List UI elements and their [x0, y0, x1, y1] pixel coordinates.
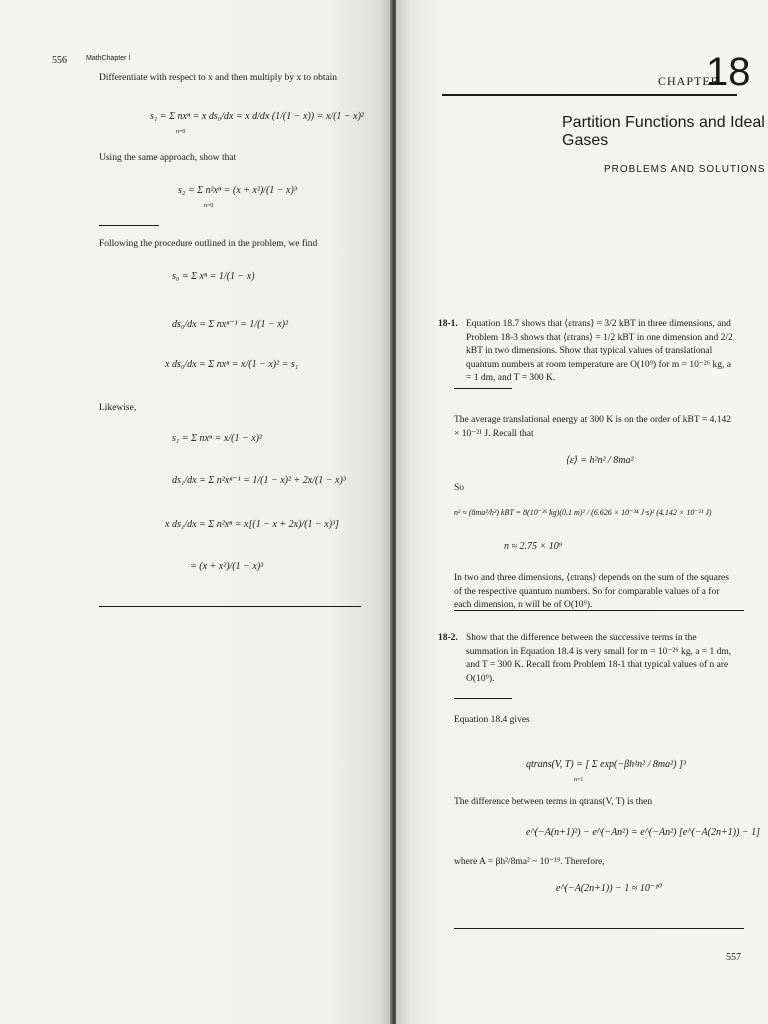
approach-text: Using the same approach, show that: [99, 153, 237, 163]
equation-ds0-dx: ds₀/dx = Σ nxⁿ⁻¹ = 1/(1 − x)²: [172, 319, 289, 330]
equation-s1-derivative: s₁ = Σ nxⁿ = x ds₀/dx = x d/dx (1/(1 − x)) = x/(1 − x)²: [150, 111, 364, 122]
equation-partition-function: qtrans(V, T) = [ Σ exp(−βh²n² / 8ma²) ]³: [526, 759, 686, 770]
section-title: PROBLEMS AND SOLUTIONS: [604, 164, 766, 175]
solution-text: Equation 18.4 gives: [454, 715, 530, 725]
solution-text: where A = βh²/8ma² ~ 10⁻¹⁹. Therefore,: [454, 857, 605, 867]
solution-so: So: [454, 483, 465, 493]
procedure-text: Following the procedure outlined in the problem, we find: [99, 239, 318, 249]
problem-divider: [454, 610, 744, 611]
equation-ds1-dx: ds₁/dx = Σ n²xⁿ⁻¹ = 1/(1 − x)² + 2x/(1 − x)³: [172, 475, 346, 486]
running-head: MathChapter I: [86, 55, 131, 62]
right-page-number: 557: [726, 952, 741, 963]
equation-s0: s₀ = Σ xⁿ = 1/(1 − x): [172, 271, 255, 282]
sum-limit: n=0: [204, 203, 214, 209]
divider: [454, 698, 512, 699]
chapter-number: 18: [706, 50, 751, 94]
sum-limit: n=1: [574, 777, 584, 783]
equation-result: e^(−A(2n+1)) − 1 ≈ 10⁻¹⁰: [556, 883, 663, 894]
left-page-number: 556: [52, 55, 67, 66]
solution-text: The average translational energy at 300 K is on the order of kBT = 4.142 × 10⁻²¹ J. Recall that: [454, 415, 731, 439]
right-page: [396, 0, 768, 1024]
divider: [99, 225, 159, 226]
intro-text: Differentiate with respect to x and then multiply by x to obtain: [99, 73, 338, 83]
solution-text: The difference between terms in qtrans(V, T) is then: [454, 797, 653, 807]
problem-label: 18-2.: [438, 633, 458, 643]
equation-x-ds0-dx: x ds₀/dx = Σ nxⁿ = x/(1 − x)² = s₁: [165, 359, 299, 370]
equation-energy: ⟨ε⟩ = h²n² / 8ma²: [566, 455, 634, 466]
equation-term-difference: e^(−A(n+1)²) − e^(−An²) = e^(−An²) [e^(−A(2n+1)) − 1]: [526, 827, 761, 838]
chapter-rule: [442, 94, 737, 96]
problem-text: Show that the difference between the successive terms in the summation in Equation 18.4 is very small for m = 10⁻²⁶ kg, a = 1 dm, and T = 300 K. Recall from Problem 18-1 that typical values of n are O(10⁹).: [466, 633, 732, 684]
problem-label: 18-1.: [438, 319, 458, 329]
sum-limit: n=0: [176, 129, 186, 135]
likewise-text: Likewise,: [99, 403, 137, 413]
bottom-rule: [99, 606, 361, 607]
equation-x-ds1-dx: x ds₁/dx = Σ n²xⁿ = x[(1 − x + 2x)/(1 − x)³]: [165, 519, 339, 530]
equation-s2-result: s₂ = Σ n²xⁿ = (x + x²)/(1 − x)³: [178, 185, 297, 196]
bottom-rule: [454, 928, 744, 929]
chapter-title: Partition Functions and Ideal Gases: [562, 114, 765, 149]
divider: [454, 388, 512, 389]
chapter-label: CHAPTER: [658, 74, 720, 88]
equation-n-result: n ≈ 2.75 × 10⁹: [504, 541, 563, 552]
problem-text: Equation 18.7 shows that ⟨εtrans⟩ = 3/2 kBT in three dimensions, and Problem 18-3 shows that ⟨εtrans⟩ = 1/2 kBT in one dimension and 2/2 kBT in two dimensions. Show that typical values of translational quantum numbers at room temperature are O(10⁹) for m = 10⁻²⁶ kg, a = 1 dm, and T = 300 K.: [466, 319, 733, 383]
equation-n-squared: n² ≈ (8ma²/h²) kBT = 8(10⁻²⁶ kg)(0.1 m)² / (6.626 × 10⁻³⁴ J·s)² (4.142 × 10⁻²¹ J): [454, 508, 712, 517]
solution-conclusion: In two and three dimensions, ⟨εtrans⟩ depends on the sum of the squares of the respective quantum numbers. So for comparable values of a for each dimension, n will be of O(10⁹).: [454, 573, 729, 610]
equation-s1: s₁ = Σ nxⁿ = x/(1 − x)²: [172, 433, 262, 444]
equation-final: = (x + x²)/(1 − x)³: [190, 561, 264, 572]
